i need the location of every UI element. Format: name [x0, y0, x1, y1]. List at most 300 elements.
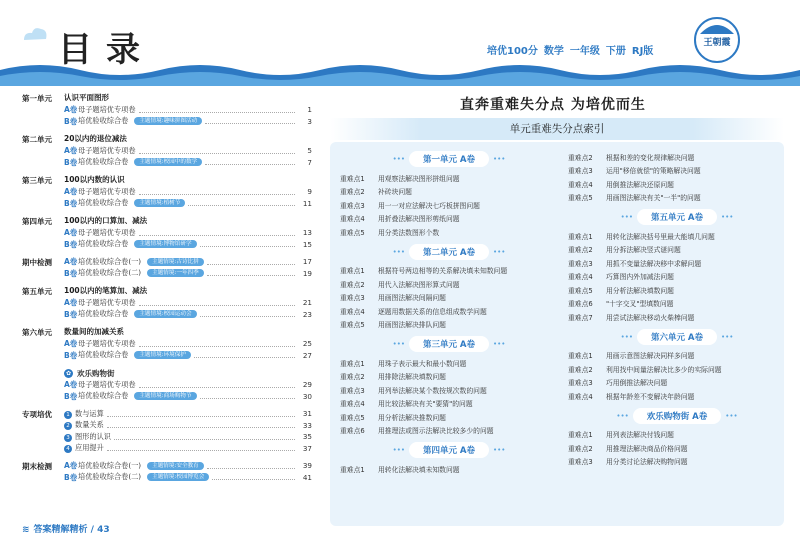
index-item: [568, 376, 786, 390]
toc-row[interactable]: [64, 239, 312, 251]
page-number: 17: [302, 257, 312, 267]
number-badge: 3: [64, 434, 72, 442]
item-key: 重难点1: [340, 267, 365, 276]
item-key: 重难点2: [568, 444, 593, 453]
dot-leader: [139, 148, 295, 154]
section-title: 第二单元 A卷: [409, 244, 489, 260]
item-key: 重难点3: [340, 294, 365, 303]
dot-leader: [114, 434, 295, 440]
paper-name: 母子题培优专项卷: [78, 379, 136, 389]
item-text: 巧算图内外加减法问题: [606, 273, 674, 282]
paper-name: 培优验收综合卷(一): [78, 460, 142, 470]
page-number: 35: [302, 432, 312, 442]
item-text: 逐题用数据关系的信息组成数学问题: [378, 307, 487, 316]
toc-unit: [22, 285, 312, 320]
toc-unit: [22, 92, 312, 127]
paper-tag: A卷: [64, 461, 78, 471]
paper-name: 培优验收综合卷: [78, 350, 129, 360]
index-item: [568, 283, 786, 297]
item-key: 重难点5: [340, 228, 365, 237]
item-text: 用转化法解决填未知数问题: [378, 465, 460, 474]
dots-decoration: •••: [493, 340, 506, 348]
index-item: [340, 225, 558, 239]
index-item: [340, 198, 558, 212]
paper-name: 母子题培优专项卷: [78, 297, 136, 307]
page-number: 21: [302, 298, 312, 308]
toc-row[interactable]: [64, 472, 312, 484]
index-item: [568, 428, 786, 442]
section-heading: [340, 150, 558, 168]
dot-leader: [139, 189, 295, 195]
unit-body: [64, 285, 312, 320]
unit-label: 期末检测: [22, 462, 52, 471]
toc-row[interactable]: [64, 157, 312, 169]
dot-leader: [139, 107, 295, 113]
item-key: 重难点1: [340, 359, 365, 368]
dot-leader: [200, 311, 295, 317]
dots-decoration: •••: [721, 213, 734, 221]
paper-tag: A卷: [64, 339, 78, 349]
dots-decoration: •••: [620, 213, 633, 221]
paper-name: 培优验收综合卷: [78, 198, 129, 208]
toc-row[interactable]: [64, 408, 312, 420]
item-text: 用尝试法解决移动火柴棒问题: [606, 313, 695, 322]
unit-label: 专项培优: [22, 410, 52, 419]
index-item: [568, 270, 786, 284]
page-number: 5: [307, 146, 312, 156]
index-item: [340, 291, 558, 305]
theme-badge: 主题情境:校园博览会: [147, 473, 209, 481]
theme-badge: 主题情境:商场购物节: [134, 392, 196, 400]
item-text: 用代入法解决图形算式问题: [378, 280, 460, 289]
unit-body: [64, 460, 312, 483]
item-text: 根据和差的变化规律解决问题: [606, 153, 695, 162]
special-name: [64, 409, 104, 419]
unit-body: [64, 408, 312, 454]
dots-decoration: •••: [392, 155, 405, 163]
item-text: 用折叠法解决图形剪纸问题: [378, 215, 460, 224]
item-text: 用分析法解决推数问题: [378, 413, 446, 422]
index-item: [340, 383, 558, 397]
theme-badge: 主题情境:校园运动会: [134, 310, 196, 318]
index-item: [340, 370, 558, 384]
index-item: [340, 462, 558, 476]
special-label: 数与运算: [75, 408, 104, 418]
dot-leader: [107, 411, 295, 417]
number-badge: 1: [64, 411, 72, 419]
item-key: 重难点1: [340, 465, 365, 474]
item-text: 用一一对应法解决七巧板拼图问题: [378, 201, 480, 210]
item-text: 用画图法解决排队问题: [378, 321, 446, 330]
item-key: 重难点4: [568, 392, 593, 401]
index-item: [568, 297, 786, 311]
toc-row[interactable]: [64, 104, 312, 116]
dot-leader: [207, 259, 295, 265]
item-key: 重难点3: [568, 458, 593, 467]
paper-tag: B卷: [64, 472, 78, 482]
section-title: 第一单元 A卷: [409, 151, 489, 167]
paper-name: 培优验收综合卷: [78, 309, 129, 319]
toc-row[interactable]: [64, 309, 312, 321]
page-number: 15: [302, 239, 312, 249]
toc-row[interactable]: [64, 379, 312, 391]
wave-icon: ≋: [22, 525, 30, 535]
paper-name: 培优验收综合卷: [78, 239, 129, 249]
shopping-title: 欢乐购物街: [77, 368, 115, 378]
toc-row[interactable]: [64, 297, 312, 309]
index-item: [568, 455, 786, 469]
item-key: 重难点3: [340, 201, 365, 210]
header-wave: [0, 60, 800, 86]
item-key: 重难点4: [340, 215, 365, 224]
item-text: 用分类讨论法解决购物问题: [606, 458, 688, 467]
paper-name: 母子题培优专项卷: [78, 104, 136, 114]
toc-row[interactable]: [64, 145, 312, 157]
item-text: 用排除法解决填数问题: [378, 373, 446, 382]
paper-tag: B卷: [64, 239, 78, 249]
index-item: [340, 410, 558, 424]
index-item: [568, 150, 786, 164]
item-key: 重难点4: [568, 273, 593, 282]
paper-name: 母子题培优专项卷: [78, 186, 136, 196]
index-item: [568, 243, 786, 257]
page-number: 9: [307, 187, 312, 197]
index-item: [568, 164, 786, 178]
index-item: [340, 356, 558, 370]
index-item: [340, 264, 558, 278]
section-heading: [340, 441, 558, 459]
index-item: [340, 397, 558, 411]
index-item: [340, 212, 558, 226]
item-text: 根据符号两边相等的关系解决填未知数问题: [378, 267, 508, 276]
theme-badge: 主题情境:趣味拼图活动: [134, 117, 202, 125]
item-text: 用列表法解决付钱问题: [606, 431, 674, 440]
dots-decoration: •••: [493, 446, 506, 454]
index-item: [340, 424, 558, 438]
book-subtitle: 培优100分 数学 一年级 下册 RJ版: [487, 46, 654, 57]
page-number: 33: [302, 420, 312, 430]
unit-label: 第二单元: [22, 135, 52, 144]
dot-leader: [212, 474, 295, 480]
index-item: [568, 349, 786, 363]
item-key: 重难点3: [340, 386, 365, 395]
item-key: 重难点1: [568, 431, 593, 440]
dots-decoration: •••: [392, 340, 405, 348]
dots-decoration: •••: [493, 247, 506, 256]
paper-name: 母子题培优专项卷: [78, 227, 136, 237]
page-number: 27: [302, 350, 312, 360]
index-section: [568, 328, 786, 403]
unit-body: [64, 133, 312, 168]
paper-name: 培优验收综合卷: [78, 391, 129, 401]
toc-row[interactable]: [64, 420, 312, 432]
page-number: 31: [302, 409, 312, 419]
item-key: 重难点2: [568, 153, 593, 162]
unit-body: [64, 215, 312, 250]
toc-row[interactable]: [64, 116, 312, 128]
theme-badge: 主题情境:博物馆研学: [134, 240, 196, 248]
unit-label: 第一单元: [22, 94, 52, 103]
cart-icon: ✿: [65, 369, 72, 377]
header: [0, 0, 800, 86]
toc-unit: [22, 256, 312, 279]
paper-tag: B卷: [64, 350, 78, 360]
paper-name: 母子题培优专项卷: [78, 145, 136, 155]
toc-unit: [22, 215, 312, 250]
item-key: 重难点5: [568, 286, 593, 295]
paper-name: 培优验收综合卷(二): [78, 472, 142, 482]
toc-row[interactable]: [64, 443, 312, 455]
dot-leader: [207, 463, 295, 469]
index-item: [568, 362, 786, 376]
item-text: 运用"移倍就偿"的策略解决问题: [606, 167, 701, 176]
dots-decoration: •••: [392, 247, 405, 256]
item-text: 用倒推法解决还原问题: [606, 180, 674, 189]
index-item: [568, 441, 786, 455]
unit-label: 第三单元: [22, 176, 52, 185]
section-title: 第三单元 A卷: [409, 336, 489, 352]
theme-badge: 主题情境:校园中的数学: [134, 158, 202, 166]
theme-badge: 主题情境:环境保护: [134, 351, 191, 359]
index-column-right: [568, 150, 786, 472]
unit-body: [64, 326, 312, 361]
index-item: [340, 304, 558, 318]
section-title: 欢乐购物街 A卷: [633, 408, 722, 424]
page-number: 23: [302, 309, 312, 319]
index-item: [340, 318, 558, 332]
index-item: [568, 310, 786, 324]
paper-name: 培优验收综合卷(二): [78, 268, 142, 278]
item-text: 用分析法解决填数问题: [606, 286, 674, 295]
item-text: 用抓不变量法解决移中求解问题: [606, 259, 702, 268]
page-number: 19: [302, 268, 312, 278]
theme-badge: 主题情境:安全教育: [147, 462, 204, 470]
unit-label: 第六单元: [22, 328, 52, 337]
toc-row[interactable]: [64, 186, 312, 198]
page-number: 29: [302, 380, 312, 390]
item-key: 重难点5: [340, 321, 365, 330]
toc-unit-final: [22, 460, 312, 483]
dots-decoration: •••: [620, 332, 633, 341]
item-key: 重难点2: [340, 188, 365, 197]
paper-tag: A卷: [64, 257, 78, 267]
number-badge: 2: [64, 422, 72, 430]
paper-tag: B卷: [64, 391, 78, 401]
item-key: 重难点1: [340, 174, 365, 183]
item-text: "十字交叉"型填数问题: [606, 300, 674, 309]
unit-label: 第五单元: [22, 287, 52, 296]
toc-row[interactable]: [64, 350, 312, 362]
index-section: [340, 243, 558, 332]
section-title: 第六单元 A卷: [637, 329, 717, 345]
dot-leader: [139, 341, 295, 347]
item-key: 重难点2: [340, 280, 365, 289]
slogan: 直奔重难失分点 为培优而生: [460, 97, 646, 113]
section-title: 第四单元 A卷: [409, 442, 489, 458]
item-text: 巧用倒推法解决问题: [606, 379, 668, 388]
shopping-heading: [64, 367, 312, 379]
paper-tag: A卷: [64, 298, 78, 308]
unit-label: 期中检测: [22, 258, 52, 267]
toc-unit: [22, 174, 312, 209]
section-heading: [568, 328, 786, 346]
paper-tag: A卷: [64, 187, 78, 197]
index-section: [340, 335, 558, 437]
dot-leader: [205, 118, 295, 124]
page-number: 25: [302, 339, 312, 349]
toc-row[interactable]: [64, 268, 312, 280]
special-name: [64, 432, 111, 442]
dot-leader: [188, 200, 295, 206]
index-item: [568, 177, 786, 191]
paper-tag: B卷: [64, 116, 78, 126]
item-key: 重难点1: [568, 232, 593, 241]
dot-leader: [107, 445, 295, 451]
unit-heading: 100以内的笔算加、减法: [64, 286, 148, 295]
item-text: 用分拆法解决竖式谜问题: [606, 246, 681, 255]
index-section: [568, 208, 786, 324]
unit-heading: 100以内数的认识: [64, 175, 125, 184]
toc-row[interactable]: [64, 431, 312, 443]
index-item: [568, 256, 786, 270]
item-text: 用比较法解决有关"要猜"的问题: [378, 400, 473, 409]
dot-leader: [200, 393, 295, 399]
dot-leader: [139, 300, 295, 306]
paper-tag: B卷: [64, 268, 78, 278]
section-heading: [340, 335, 558, 353]
paper-name: 培优验收综合卷: [78, 157, 129, 167]
index-item: [340, 185, 558, 199]
dots-decoration: •••: [392, 446, 405, 454]
index-section: [340, 150, 558, 239]
item-key: 重难点4: [340, 400, 365, 409]
item-key: 重难点4: [568, 180, 593, 189]
dots-decoration: •••: [725, 411, 738, 420]
index-column-left: [340, 150, 558, 480]
index-item: [568, 191, 786, 205]
page-number: 3: [307, 116, 312, 126]
unit-body: [64, 92, 312, 127]
page-number: 1: [307, 105, 312, 115]
page-number: 37: [302, 443, 312, 453]
paper-tag: B卷: [64, 309, 78, 319]
unit-body: [64, 256, 312, 279]
item-text: 用列举法解决某个数按规次数的问题: [378, 386, 487, 395]
paper-tag: A卷: [64, 146, 78, 156]
toc-row[interactable]: [64, 227, 312, 239]
page-number: 13: [302, 228, 312, 238]
toc-row[interactable]: [64, 460, 312, 472]
item-key: 重难点4: [340, 307, 365, 316]
toc-row[interactable]: [64, 198, 312, 210]
page-number: 30: [302, 391, 312, 401]
item-key: 重难点2: [340, 373, 365, 382]
paper-tag: A卷: [64, 380, 78, 390]
item-text: 利用找中间量法解决比多少的实际问题: [606, 365, 722, 374]
item-text: 用珠子表示最大和最小数问题: [378, 359, 467, 368]
index-item: [340, 277, 558, 291]
unit-label: 第四单元: [22, 217, 52, 226]
theme-badge: 主题情境:植树节: [134, 199, 185, 207]
answer-link[interactable]: ≋ 答案精解精析 / 43: [22, 525, 110, 535]
theme-badge: 主题情境:古诗比拼: [147, 258, 204, 266]
item-text: 补砖块问题: [378, 188, 412, 197]
paper-tag: A卷: [64, 105, 78, 115]
dot-leader: [205, 159, 295, 165]
toc-row[interactable]: [64, 391, 312, 403]
dot-leader: [200, 241, 295, 247]
unit-heading: 数量间的加减关系: [64, 327, 124, 336]
index-item: [568, 389, 786, 403]
paper-name: 母子题培优专项卷: [78, 338, 136, 348]
dots-decoration: •••: [493, 155, 506, 163]
item-key: 重难点6: [340, 427, 365, 436]
item-key: 重难点3: [568, 259, 593, 268]
index-item: [340, 171, 558, 185]
item-key: 重难点2: [568, 246, 593, 255]
dot-leader: [139, 382, 295, 388]
dots-decoration: •••: [721, 332, 734, 341]
toc-row[interactable]: [64, 338, 312, 350]
cloud-icon: [20, 20, 50, 50]
item-key: 重难点5: [568, 194, 593, 203]
item-text: 根据年龄差不变解决年龄问题: [606, 392, 695, 401]
item-key: 重难点3: [568, 379, 593, 388]
item-key: 重难点1: [568, 352, 593, 361]
index-section: [568, 407, 786, 469]
unit-heading: 100以内的口算加、减法: [64, 216, 148, 225]
paper-tag: B卷: [64, 198, 78, 208]
toc-unit-special: [22, 408, 312, 454]
item-key: 重难点5: [340, 413, 365, 422]
number-badge: 4: [64, 445, 72, 453]
item-text: 用分类法数图形个数: [378, 228, 440, 237]
paper-name: 培优验收综合卷(一): [78, 256, 142, 266]
special-label: 图形的认识: [75, 431, 111, 441]
special-label: 应用提升: [75, 443, 104, 453]
unit-heading: 20以内的退位减法: [64, 134, 127, 143]
item-key: 重难点3: [568, 167, 593, 176]
table-of-contents: [22, 92, 312, 489]
page-number: 7: [307, 157, 312, 167]
section-heading: [568, 208, 786, 226]
item-text: 用观察法解决图形拼组问题: [378, 174, 460, 183]
dot-leader: [207, 270, 295, 276]
theme-badge: 主题情境:一年四季: [147, 269, 204, 277]
section-title: 第五单元 A卷: [637, 209, 717, 225]
panel-title: 单元重难失分点索引: [509, 123, 605, 135]
toc-unit: [22, 133, 312, 168]
svg-text:王朝霞: 王朝霞: [703, 38, 731, 48]
item-key: 重难点6: [568, 300, 593, 309]
item-key: 重难点2: [568, 365, 593, 374]
index-section: [340, 441, 558, 476]
special-label: 数量关系: [75, 420, 104, 430]
paper-tag: B卷: [64, 157, 78, 167]
item-key: 重难点7: [568, 313, 593, 322]
dots-decoration: •••: [616, 411, 629, 420]
special-name: [64, 443, 104, 453]
item-text: 用推理法或图示法解决比较多少的问题: [378, 427, 494, 436]
section-heading: [568, 407, 786, 425]
item-text: 用推理法解决商品价格问题: [606, 444, 688, 453]
unit-body: [64, 174, 312, 209]
item-text: 用画示意图法解决同样多问题: [606, 352, 695, 361]
page-number: 41: [302, 472, 312, 482]
toc-row[interactable]: [64, 256, 312, 268]
page-number: 39: [302, 461, 312, 471]
index-panel: [330, 94, 784, 526]
